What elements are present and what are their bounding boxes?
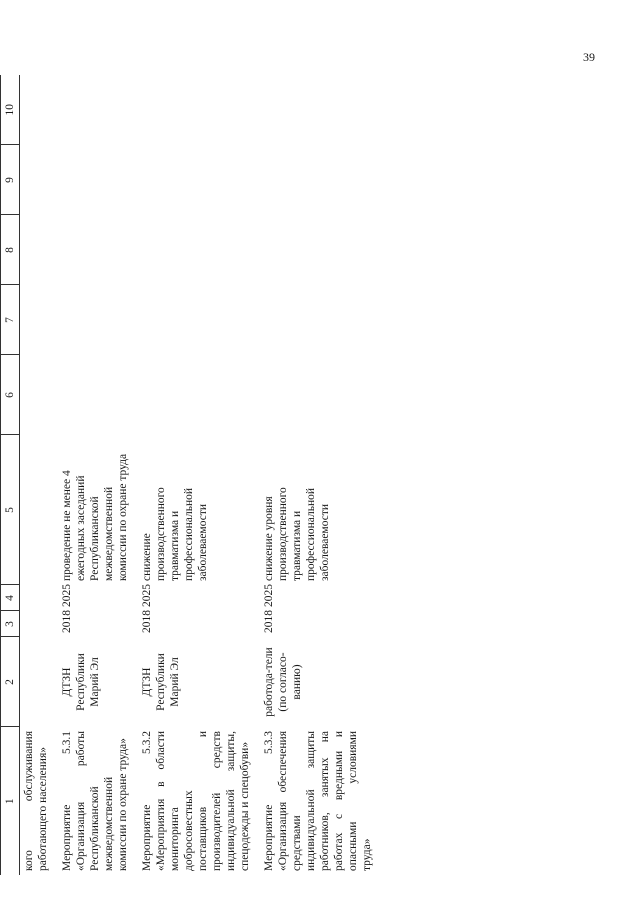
measures-table [0, 75, 378, 875]
rotated-table-page [0, 75, 639, 875]
measure-executor: работода-тели (по согласо-ванию) [263, 647, 303, 717]
measure-executor: ДТЗН Республики Марий Эл [141, 653, 181, 711]
col-header-6: 6 [1, 355, 20, 435]
col-header-1: 1 [1, 727, 20, 875]
measure-result: снижение производственного травматизма и профессиональной заболеваемости [141, 487, 209, 581]
measure-end-year: 2025 [263, 584, 275, 607]
measure-end-year: 2025 [61, 584, 73, 607]
header-row [1, 75, 20, 875]
col-header-3: 3 [1, 611, 20, 637]
col-header-4: 4 [1, 585, 20, 611]
measure-result: снижение уровня производственного травматизма и профессиональной заболеваемости [263, 487, 331, 581]
measure-result: проведение не менее 4 ежегодных заседаний Республиканской межведомственной комиссии по охране труда [61, 453, 129, 581]
measure-name: Мероприятие 5.3.1 «Организация работы Республиканской межведомственной комиссии по охране труда» [61, 731, 129, 871]
col-header-8: 8 [1, 215, 20, 285]
table-row [54, 75, 134, 875]
page-number: 39 [583, 50, 595, 64]
measure-end-year: 2025 [141, 584, 153, 607]
measure-name: Мероприятие 5.3.2 «Мероприятия в области мониторинга добросовестных поставщиков и производителей средств индивидуальной защиты, спецодежды и спецобуви» [141, 731, 251, 871]
measure-start-year: 2018 [263, 610, 275, 633]
col-header-10: 10 [1, 75, 20, 145]
col-header-2: 2 [1, 637, 20, 727]
measure-start-year: 2018 [61, 610, 73, 633]
table-row [134, 75, 256, 875]
col-header-5: 5 [1, 435, 20, 585]
table-row [256, 75, 378, 875]
continuation-text: кого обслуживания работающего населения» [23, 731, 49, 871]
measure-start-year: 2018 [141, 610, 153, 633]
col-header-7: 7 [1, 285, 20, 355]
continuation-row [20, 75, 55, 875]
measure-executor: ДТЗН Республики Марий Эл [61, 653, 101, 711]
col-header-9: 9 [1, 145, 20, 215]
measure-name: Мероприятие 5.3.3 «Организация обеспечения средствами индивидуальной защиты работников, занятых на работах с вредными и опасными условиями труда» [263, 731, 373, 871]
